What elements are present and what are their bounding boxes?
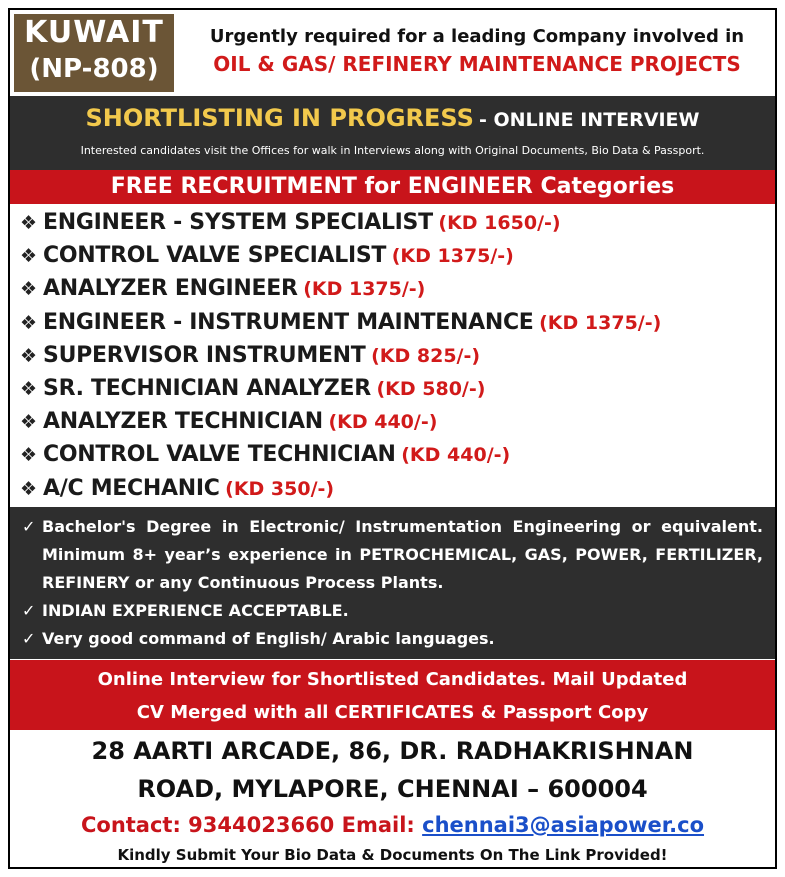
job-item	[20, 438, 770, 471]
job-salary: (KD 440/-)	[328, 411, 438, 434]
address-line-1: 28 AARTI ARCADE, 86, DR. RADHAKRISHNAN	[91, 737, 694, 765]
job-title: ANALYZER TECHNICIAN	[43, 409, 323, 435]
job-item	[20, 472, 770, 505]
free-recruitment-banner: FREE RECRUITMENT for ENGINEER Categories	[10, 170, 775, 204]
reference-code: (NP-808)	[29, 54, 159, 84]
requirements-section	[10, 507, 775, 659]
office-address	[10, 732, 775, 808]
bullet-icon: ❖	[20, 212, 38, 234]
requirement-text: Very good command of English/ Arabic languages.	[42, 629, 495, 648]
job-item	[20, 272, 770, 305]
job-salary: (KD 580/-)	[376, 377, 486, 400]
online-interview-banner	[10, 660, 775, 730]
shortlisting-title: SHORTLISTING IN PROGRESS	[85, 104, 474, 132]
job-salary: (KD 1375/-)	[391, 245, 514, 268]
job-salary: (KD 1650/-)	[438, 212, 561, 234]
online-line-2: CV Merged with all CERTIFICATES & Passport Copy	[136, 702, 649, 723]
job-item	[20, 306, 770, 339]
submit-note: Kindly Submit Your Bio Data & Documents On The Link Provided!	[117, 846, 668, 864]
job-salary: (KD 1375/-)	[303, 278, 426, 301]
check-icon: ✓	[22, 601, 36, 620]
job-item	[20, 339, 770, 372]
address-line-2: ROAD, MYLAPORE, CHENNAI – 600004	[137, 775, 648, 803]
bullet-icon: ❖	[20, 477, 38, 500]
check-icon: ✓	[22, 517, 36, 536]
job-title: ANALYZER ENGINEER	[43, 276, 298, 302]
country-label: KUWAIT	[24, 15, 164, 50]
job-salary: (KD 440/-)	[401, 444, 511, 467]
requirement-item	[22, 513, 763, 597]
requirement-item	[22, 597, 763, 625]
job-item	[20, 239, 770, 272]
job-advertisement	[8, 8, 777, 869]
requirement-text: INDIAN EXPERIENCE ACCEPTABLE.	[42, 601, 349, 620]
contact-line	[10, 810, 775, 840]
job-salary: (KD 1375/-)	[539, 311, 662, 334]
location-code-box	[14, 14, 174, 92]
header	[10, 10, 775, 96]
bullet-icon: ❖	[20, 411, 38, 434]
job-title: SUPERVISOR INSTRUMENT	[43, 342, 366, 368]
check-icon: ✓	[22, 629, 36, 648]
walkin-note: Interested candidates visit the Offices for walk in Interviews along with Original Documents, Bio Data & Passport.	[80, 144, 705, 157]
job-item	[20, 372, 770, 405]
job-title: A/C MECHANIC	[43, 475, 220, 501]
contact-label: Contact: 9344023660 Email:	[80, 813, 415, 837]
job-title: ENGINEER - SYSTEM SPECIALIST	[43, 210, 433, 235]
bullet-icon: ❖	[20, 245, 38, 268]
online-line-1: Online Interview for Shortlisted Candidates. Mail Updated	[97, 669, 688, 690]
requirement-item	[22, 625, 763, 653]
job-salary: (KD 825/-)	[371, 344, 481, 367]
job-salary: (KD 350/-)	[225, 477, 335, 500]
bullet-icon: ❖	[20, 377, 38, 400]
job-title: CONTROL VALVE SPECIALIST	[43, 243, 387, 269]
bullet-icon: ❖	[20, 278, 38, 301]
sector-line: OIL & GAS/ REFINERY MAINTENANCE PROJECTS	[213, 52, 741, 76]
header-text	[182, 24, 772, 78]
online-interview-label: - ONLINE INTERVIEW	[479, 109, 700, 131]
requirement-text: Bachelor's Degree in Electronic/ Instrumentation Engineering or equivalent. Minimum 8+ year’s experience in PETROCHEMICAL, GAS, POWER, FERTILIZER, REFINERY or any Continuous Process Plants.	[42, 517, 763, 592]
job-title: ENGINEER - INSTRUMENT MAINTENANCE	[43, 309, 534, 335]
job-title: CONTROL VALVE TECHNICIAN	[43, 442, 396, 468]
job-title: SR. TECHNICIAN ANALYZER	[43, 375, 371, 401]
job-list	[20, 206, 770, 505]
shortlisting-line	[10, 104, 775, 132]
job-item	[20, 405, 770, 438]
bullet-icon: ❖	[20, 311, 38, 334]
job-item	[20, 206, 770, 239]
bullet-icon: ❖	[20, 444, 38, 467]
urgent-line: Urgently required for a leading Company involved in	[209, 26, 745, 47]
bullet-icon: ❖	[20, 344, 38, 367]
email-link[interactable]: chennai3@asiapower.co	[422, 813, 705, 837]
shortlisting-band	[10, 96, 775, 170]
